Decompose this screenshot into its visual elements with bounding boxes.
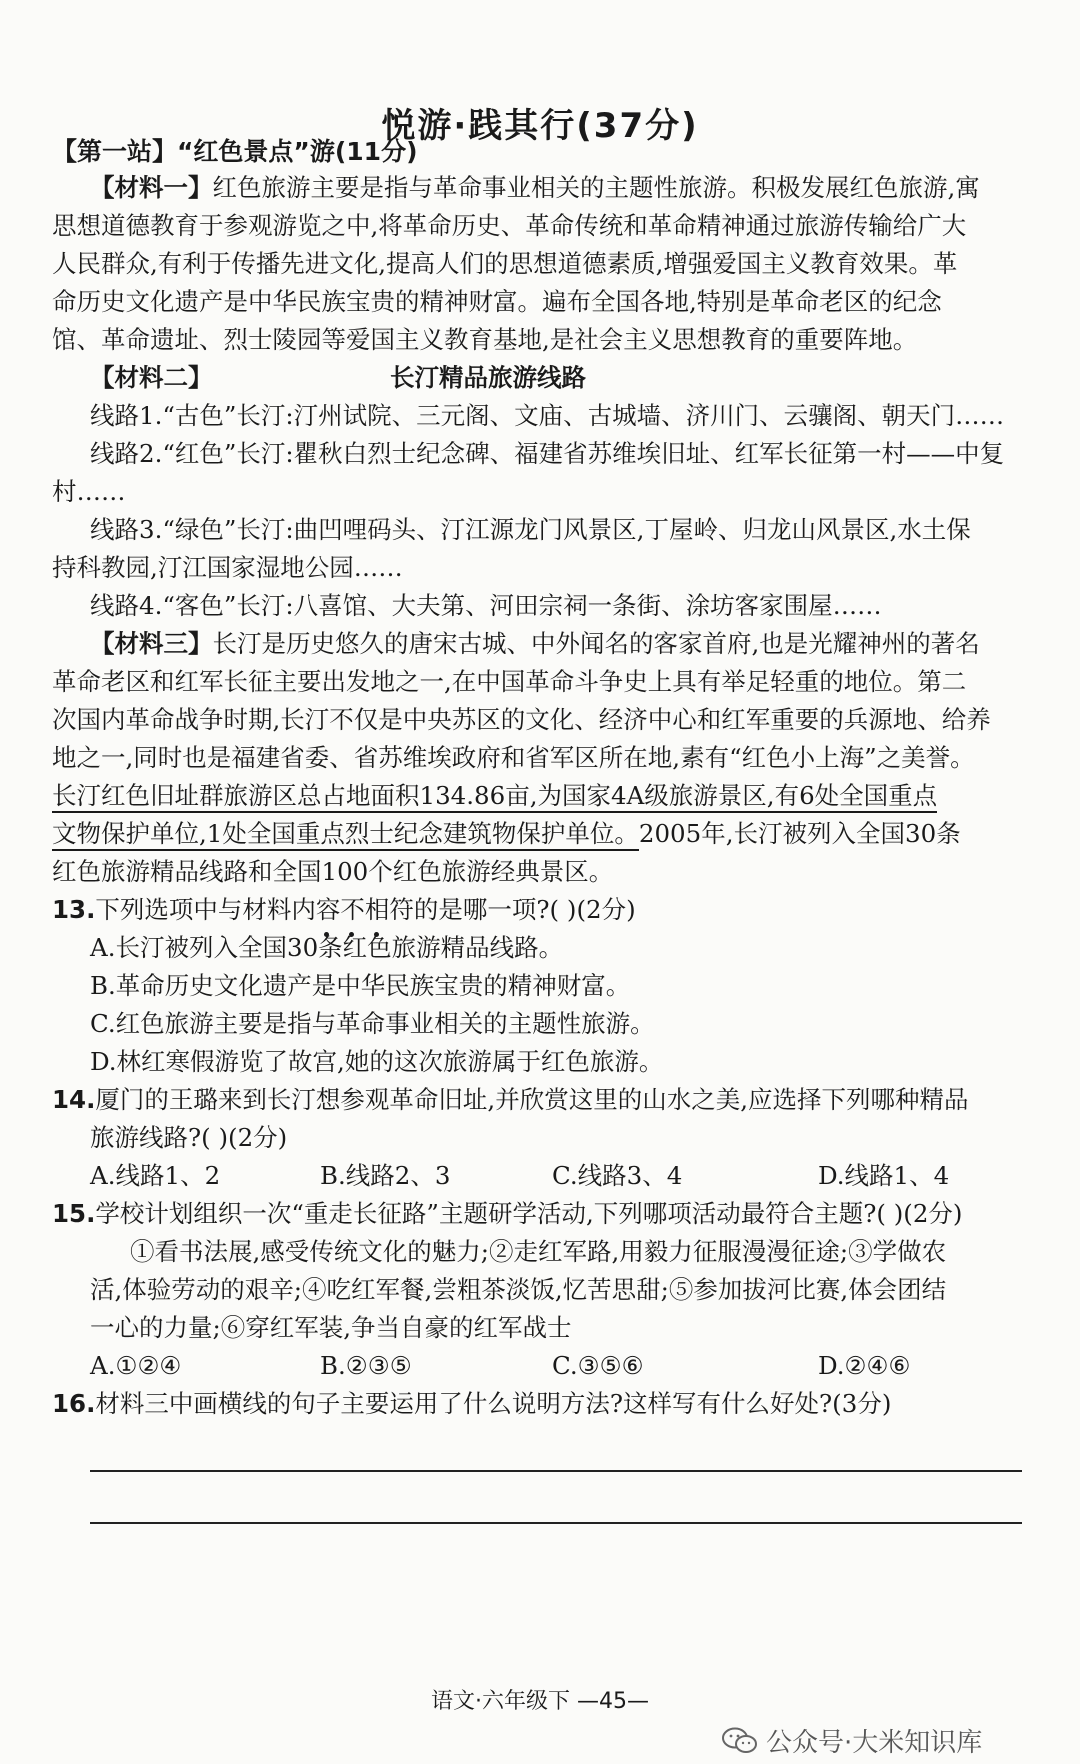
section-title: 悦游·践其行(37分) — [381, 106, 699, 146]
material3-line-7: 红色旅游精品线路和全国100个红色旅游经典景区。 — [52, 857, 614, 886]
q14-option-a: A.线路1、2 — [90, 1161, 221, 1190]
material1-tag: 【材料一】 — [90, 173, 213, 202]
question-16-stem: 材料三中画横线的句子主要运用了什么说明方法?这样写有什么好处?(3分) — [95, 1389, 892, 1418]
question-14-stem-cont: 旅游线路?( )(2分) — [90, 1123, 288, 1152]
material1-line-3: 人民群众,有利于传播先进文化,提高人们的思想道德素质,增强爱国主义教育效果。革 — [52, 249, 958, 278]
q14-option-d: D.线路1、4 — [818, 1161, 950, 1190]
q15-option-d: D.②④⑥ — [818, 1351, 911, 1380]
q14-option-c: C.线路3、4 — [552, 1161, 683, 1190]
route-1: 线路1.“古色”长汀:汀州试院、三元阁、文庙、古城墙、济川门、云骧阁、朝天门…… — [90, 401, 1005, 430]
material1-line-4: 命历史文化遗产是中华民族宝贵的精神财富。遍布全国各地,特别是革命老区的纪念 — [52, 287, 942, 316]
answer-line-2[interactable] — [90, 1522, 1022, 1524]
q13-option-b: B.革命历史文化遗产是中华民族宝贵的精神财富。 — [90, 971, 631, 1000]
q13-option-c: C.红色旅游主要是指与革命事业相关的主题性旅游。 — [90, 1009, 655, 1038]
material3-line-3: 次国内革命战争时期,长汀不仅是中央苏区的文化、经济中心和红军重要的兵源地、给养 — [52, 705, 991, 734]
material3-line-1: 【材料三】长汀是历史悠久的唐宋古城、中外闻名的客家首府,也是光耀神州的著名 — [90, 629, 980, 658]
route-3: 线路3.“绿色”长汀:曲凹哩码头、汀江源龙门风景区,丁屋岭、归龙山风景区,水土保 — [90, 515, 971, 544]
watermark — [722, 1722, 982, 1759]
watermark-text: 公众号·大米知识库 — [766, 1728, 983, 1758]
wechat-icon — [722, 1727, 758, 1755]
q13-option-d: D.林红寒假游览了故宫,她的这次旅游属于红色旅游。 — [90, 1047, 664, 1076]
q15-option-a: A.①②④ — [90, 1351, 182, 1380]
material1-line-2: 思想道德教育于参观游览之中,将革命历史、革命传统和革命精神通过旅游传输给广大 — [52, 211, 967, 240]
question-14: 14.厦门的王璐来到长汀想参观革命旧址,并欣赏这里的山水之美,应选择下列哪种精品 — [52, 1085, 969, 1114]
material1-line-5: 馆、革命遗址、烈士陵园等爱国主义教育基地,是社会主义思想教育的重要阵地。 — [52, 325, 918, 354]
material2-tag: 【材料二】 — [90, 363, 213, 392]
question-16: 16.材料三中画横线的句子主要运用了什么说明方法?这样写有什么好处?(3分) — [52, 1389, 892, 1418]
q14-option-b: B.线路2、3 — [320, 1161, 451, 1190]
q13-option-a: A.长汀被列入全国30条红色旅游精品线路。 — [90, 933, 564, 962]
question-13-stem: 下列选项中与材料内容不相符的是哪一项?( )(2分) — [95, 895, 636, 924]
route-2-cont: 村…… — [52, 477, 126, 506]
route-2: 线路2.“红色”长汀:瞿秋白烈士纪念碑、福建省苏维埃旧址、红军长征第一村——中复 — [90, 439, 1005, 468]
underlined-sentence-2: 文物保护单位,1处全国重点烈士纪念建筑物保护单位。 — [52, 819, 639, 851]
question-15-stem: 学校计划组织一次“重走长征路”主题研学活动,下列哪项活动最符合主题?( )(2分) — [95, 1199, 963, 1228]
question-15: 15.学校计划组织一次“重走长征路”主题研学活动,下列哪项活动最符合主题?( )(2分) — [52, 1199, 963, 1228]
material1-line-1: 【材料一】红色旅游主要是指与革命事业相关的主题性旅游。积极发展红色旅游,寓 — [90, 173, 980, 202]
material3-line-2: 革命老区和红军长征主要出发地之一,在中国革命斗争史上具有举足轻重的地位。第二 — [52, 667, 967, 696]
answer-line-1[interactable] — [90, 1470, 1022, 1472]
q15-activities-1: ①看书法展,感受传统文化的魅力;②走红军路,用毅力征服漫漫征途;③学做农 — [130, 1237, 947, 1266]
material3-line-4: 地之一,同时也是福建省委、省苏维埃政府和省军区所在地,素有“红色小上海”之美誉。 — [52, 743, 975, 772]
question-14-stem: 厦门的王璐来到长汀想参观革命旧址,并欣赏这里的山水之美,应选择下列哪种精品 — [95, 1085, 969, 1114]
route-4: 线路4.“客色”长汀:八喜馆、大夫第、河田宗祠一条街、涂坊客家围屋…… — [90, 591, 882, 620]
page-footer: 语文·六年级下 —45— — [431, 1689, 649, 1714]
material2-heading: 长汀精品旅游线路 — [390, 363, 586, 392]
route-3-cont: 持科教园,汀江国家湿地公园…… — [52, 553, 403, 582]
q15-option-b: B.②③⑤ — [320, 1351, 412, 1380]
material3-line-6: 文物保护单位,1处全国重点烈士纪念建筑物保护单位。2005年,长汀被列入全国30条 — [52, 818, 961, 850]
q15-activities-2: 活,体验劳动的艰辛;④吃红军餐,尝粗茶淡饭,忆苦思甜;⑤参加拔河比赛,体会团结 — [90, 1275, 947, 1304]
material3-line-5 — [52, 780, 937, 812]
q15-activities-3: 一心的力量;⑥穿红军装,争当自豪的红军战士 — [90, 1313, 572, 1342]
material3-tag: 【材料三】 — [90, 629, 213, 658]
question-13: 13.下列选项中与材料内容不相符的是哪一项?( )(2分) — [52, 895, 636, 924]
q15-option-c: C.③⑤⑥ — [552, 1351, 644, 1380]
station-heading: 【第一站】“红色景点”游(11分) — [52, 137, 418, 166]
underlined-sentence-1: 长汀红色旧址群旅游区总占地面积134.86亩,为国家4A级旅游景区,有6处全国重点 — [52, 781, 937, 813]
